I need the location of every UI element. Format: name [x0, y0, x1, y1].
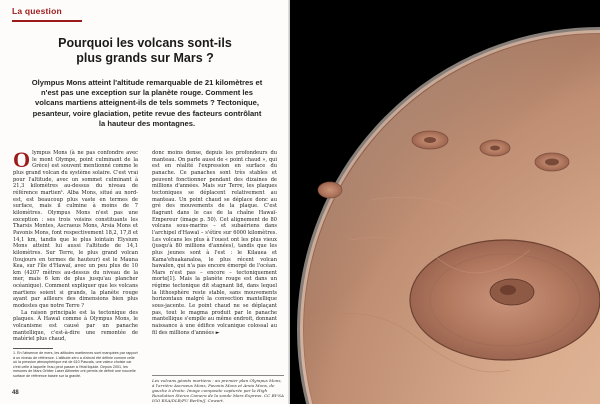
body-column-1 — [13, 147, 138, 343]
footnote-rule — [13, 348, 53, 349]
left-page — [0, 0, 290, 404]
paragraph — [13, 147, 138, 310]
paragraph-text: lympus Mons (à ne pas confondre avec le mont Olympe, point culminant de la Grèce) est souvent mentionné comme le plus grand volcan du système solaire. C'est vrai pour l'altitude, avec un sommet culminant à 21,3 kilomètres au-dessus du niveau de référence martien¹. Alba Mons, situé au nord-est, est beaucoup plus vaste en termes de surface, mais il culmine à moins de 7 kilomètres. Olympus Mons n'est pas une exception : ses trois voisins constituants les Tharsis Montes, Ascraeus Mons, Arsia Mons et Pavonis Mons, font respectivement 18,2, 17,8 et 14,1 km, tandis que le plus lointain Elysium Mons atteint lui aussi l'altitude de 14,1 kilomètres. Sur Terre, le plus grand volcan (toujours en termes de hauteur) est le Mauna Kea, sur l'île d'Hawaï, avec un peu plus de 10 km (4207 mètres au-dessus du niveau de la mer, mais 6 km de plus jusqu'au plancher océanique). Comment expliquer que les volcans martiens soient si grands, la planète rouge ayant par ailleurs des dimensions bien plus modestes que notre Terre ? — [13, 150, 138, 310]
title-line-2: plus grands sur Mars ? — [76, 51, 214, 65]
page-number: 48 — [12, 390, 19, 396]
article-title — [20, 36, 270, 66]
paragraph: La raison principale est la tectonique des plaques. À Hawaï comme à Olympus Mons, le volcanisme est causé par un panache mantellique, c'est-à-dire une remontée de matériel plus chaud, — [13, 309, 138, 343]
page-gutter — [288, 0, 292, 404]
drop-cap: O — [13, 147, 31, 172]
section-rule — [12, 20, 82, 22]
small-volcano — [318, 182, 342, 198]
intro-paragraph: Olympus Mons atteint l'altitude remarquable de 21 kilomètres et n'est pas une exception sur la planète rouge. Comment les volcans martiens atteignent-ils de tels sommets ? Tectonique, pesanteur, voire glaciation, petite revue des facteurs contrôlant la hauteur des montagnes. — [31, 78, 263, 128]
section-label: La question — [12, 6, 62, 16]
mars-photo — [290, 0, 600, 404]
footnote: 1. En l'absence de mers, les altitudes martiennes sont marquées par rapport à un niveau de référence. L'altitude zéro a d'abord été définie comme celle où la pression atmosphérique est de 610 Pascals, une valeur choisie car c'est celle à laquelle l'eau peut passer à l'état liquide. Depuis 2001, les mesures de Mars Orbiter Laser Altimeter ont permis de définir une nouvelle surface de référence basée sur la gravité. — [13, 351, 138, 378]
body-column-2 — [152, 150, 277, 336]
paragraph: donc moins dense, depuis les profondeurs du manteau. On parle aussi de « point chaud », qui est en réalité l'expression en surface du panache. Ce panaches sont très stables et peuvent fonctionner pendant des dizaines de millions d'années. Mais sur Terre, les plaques tectoniques se déplacent relativement au manteau. Un point chaud se déplace donc au gré des mouvements de la plaque. C'est flagrant dans le cas de la chaîne Hawaï-Empereur (image p. 50). Cet alignement de 80 volcans sous-marins – et subaériens dans l'archipel d'Hawaï – s'étire sur 6000 kilomètres. Les volcans les plus à l'ouest ont les plus vieux (jusqu'à 80 millions d'années), tandis que les plus jeunes sont à l'est : le Kilauea et Kama'ehuakanaloa, le plus récent volcan hawaïen, qui n'a pas encore émergé de l'océan. Mars n'est pas – encore – tectoniquement morte[1]. Mais la planète rouge est dans un régime tectonique dit stagnant lid, dans lequel la lithosphère reste stable, sans mouvements horizontaux malgré la convection mantellique sous-jacente. Le point chaud ne se déplaçant pas, tout le magma produit par le panache mantellique s'empile au même endroit, donnant naissance à une édifice volcanique colossal au fil des millions d'années ► — [152, 150, 277, 336]
caption-rule — [152, 375, 284, 376]
title-line-1: Pourquoi les volcans sont-ils — [58, 36, 232, 50]
photo-caption: Les volcans géants martiens : au premier plan Olympus Mons, à l'arrière Ascraeus Mons, Pavonis Mons et Arsia Mons, de gauche à droite. Image composite capturée par la High Resolution Stereo Camera de la sonde Mars Express. CC BY-SA IGO ESA/DLR/FU Berlin/J. Cowart. — [152, 378, 284, 404]
mars-volcanoes-image — [290, 0, 600, 404]
